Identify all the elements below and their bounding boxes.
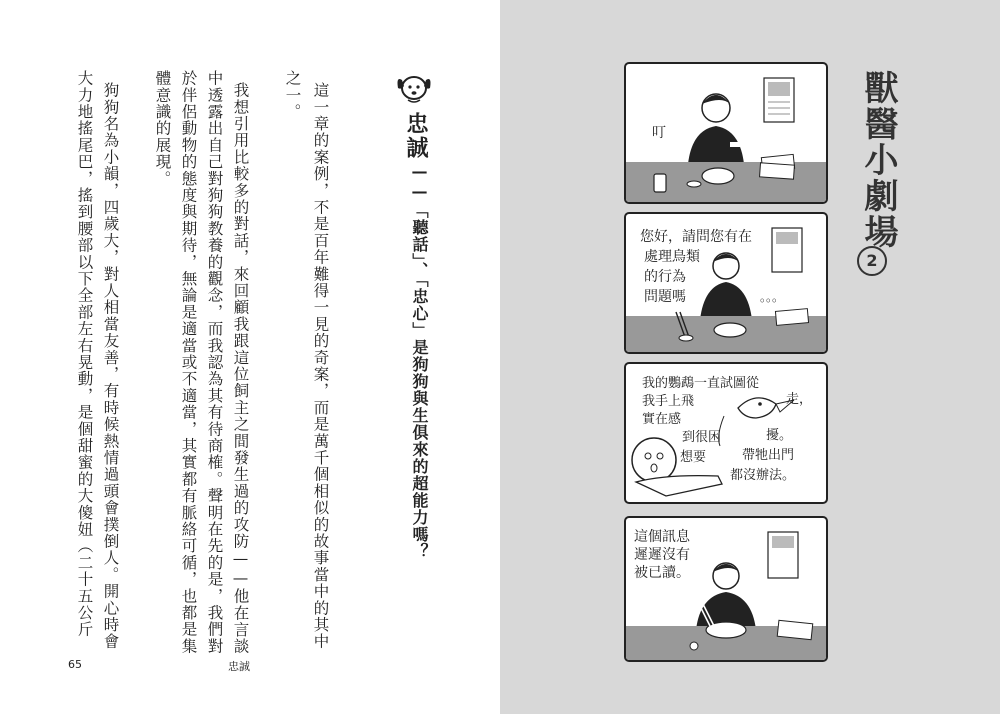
right-page xyxy=(500,0,1000,714)
body-line-5: 於伴侶動物的態度與期待，無論是適當或不適當，其實都有脈絡可循，也都是集 xyxy=(179,70,198,655)
comic-panel-4 xyxy=(624,516,828,662)
comic-issue-badge: 2 xyxy=(857,246,887,276)
panel3-speech-4: 實在感 xyxy=(642,412,682,427)
panel4-speech-1: 這個訊息 xyxy=(634,529,690,545)
panel2-speech-1: 您好，請問您有在 xyxy=(640,229,752,245)
chapter-subtitle: ——「聽話」、「忠心」是狗狗與生俱來的超能力嗎？ xyxy=(410,162,429,560)
panel4-speech-2: 遲遲沒有 xyxy=(634,547,690,563)
panel1-sfx: 叮 xyxy=(652,125,666,141)
body-line-6: 體意識的展現。 xyxy=(153,70,172,187)
body-line-7: 狗狗名為小韻，四歲大，對人相當友善，有時候熱情過頭會撲倒人。開心時會 xyxy=(101,82,120,650)
running-head: 忠誠 xyxy=(228,660,250,673)
panel3-speech-3: 走， xyxy=(786,392,813,407)
body-line-3: 我想引用比較多的對話，來回顧我跟這位飼主之間發生過的攻防——他在言談 xyxy=(231,82,250,655)
panel3-speech-5: 到很困 xyxy=(682,430,722,445)
page-number: 65 xyxy=(68,658,82,671)
panel3-speech-8: 帶牠出門 xyxy=(742,448,795,463)
panel4-speech-3: 被已讀。 xyxy=(634,565,690,581)
chapter-title: 忠誠 xyxy=(403,112,428,160)
body-line-4: 中透露出自己對狗狗教養的觀念，而我認為其有待商榷。聲明在先的是，我們對 xyxy=(205,70,224,655)
panel3-speech-2: 我手上飛 xyxy=(642,394,695,409)
panel3-speech-7: 想要 xyxy=(680,450,707,465)
dog-icon xyxy=(394,70,434,104)
panel3-speech-6: 擾。 xyxy=(766,428,793,443)
body-line-2: 之一。 xyxy=(283,70,302,121)
panel3-speech-1: 我的鸚鵡一直試圖從 xyxy=(642,376,760,391)
panel2-dots: 。。。 xyxy=(760,290,785,304)
panel2-speech-2: 處理鳥類 xyxy=(644,249,700,265)
comic-panel-3 xyxy=(624,362,828,504)
comic-panel-2 xyxy=(624,212,828,354)
panel2-speech-3: 的行為 xyxy=(644,269,686,285)
body-line-1: 這一章的案例，不是百年難得一見的奇案，而是萬千個相似的故事當中的其中 xyxy=(311,82,330,650)
comic-panel-1 xyxy=(624,62,828,204)
body-line-8: 大力地搖尾巴，搖到腰部以下全部左右晃動，是個甜蜜的大傻妞（二十五公斤 xyxy=(75,70,94,638)
comic-series-title: 獸醫小劇場 xyxy=(858,70,898,250)
panel3-speech-9: 都沒辦法。 xyxy=(730,468,796,483)
panel2-speech-4: 問題嗎 xyxy=(644,289,686,305)
panel1-illustration xyxy=(626,64,826,202)
